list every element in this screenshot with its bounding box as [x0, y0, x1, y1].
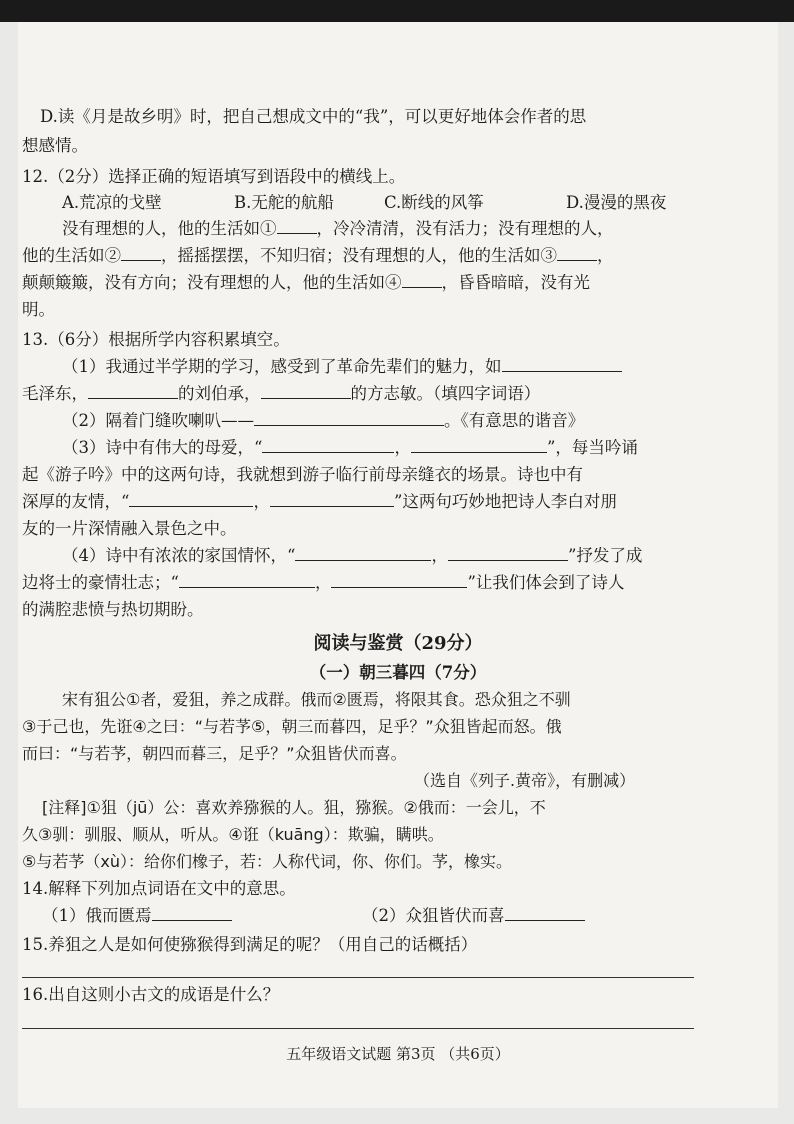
q14-item-a: （1）俄而匮焉	[42, 905, 232, 927]
q12-option-d: D.漫漫的黑夜	[566, 193, 667, 212]
q12-paragraph-line4: 明。	[22, 300, 55, 319]
q13-blank-4[interactable]	[254, 410, 444, 426]
annotation-line1: [注释]①狙（jū）公：喜欢养猕猴的人。狙，猕猴。②俄而：一会儿，不	[42, 798, 546, 817]
q13-item1-line1: （1）我通过半学期的学习，感受到了革命先辈们的魅力，如	[62, 356, 622, 378]
reading-section-title: 阅读与鉴赏（29分）	[313, 633, 483, 654]
q13-blank-5[interactable]	[262, 437, 394, 453]
page-footer: 五年级语文试题 第3页 （共6页）	[286, 1045, 510, 1063]
q14-blank-a[interactable]	[152, 905, 232, 921]
q14-stem: 14.解释下列加点词语在文中的意思。	[22, 879, 296, 898]
q13-item4-line2: 边将士的豪情壮志；“ ， ”让我们体会到了诗人	[22, 573, 625, 592]
ancient-text-line2: ③于己也，先诳④之曰：“与若芧⑤，朝三而暮四，足乎？”众狙皆起而怒。俄	[22, 717, 562, 736]
q13-blank-9[interactable]	[295, 545, 431, 561]
ancient-text-line3: 而曰：“与若芧，朝四而暮三，足乎？”众狙皆伏而喜。	[22, 744, 407, 763]
q13-item3-line4: 友的一片深情融入景色之中。	[22, 519, 237, 538]
ancient-text-source: （选自《列子.黄帝》，有删减）	[414, 771, 636, 790]
q13-blank-10[interactable]	[448, 545, 568, 561]
q13-blank-7[interactable]	[129, 491, 253, 507]
q13-blank-6[interactable]	[411, 437, 547, 453]
q13-blank-1[interactable]	[502, 356, 622, 372]
q12-option-c: C.断线的风筝	[384, 193, 484, 212]
q12-option-a: A.荒凉的戈壁	[62, 193, 162, 212]
q12-blank-4[interactable]	[402, 272, 442, 288]
annotation-line3: ⑤与若芧（xù）：给你们橡子，若：人称代词，你、你们。芧，橡实。	[22, 852, 512, 871]
q13-item3-line3: 深厚的友情，“ ， ”这两句巧妙地把诗人李白对朋	[22, 492, 617, 511]
ancient-text-line1: 宋有狙公①者，爱狙，养之成群。俄而②匮焉，将限其食。恐众狙之不驯	[62, 690, 571, 709]
q14-blank-b[interactable]	[505, 905, 585, 921]
exam-page	[18, 22, 778, 1108]
q12-paragraph-line3: 颠颠簸簸，没有方向；没有理想的人，他的生活如④ ，昏昏暗暗，没有光	[22, 273, 590, 292]
q13-item4-line1: （4）诗中有浓浓的家国情怀，“ ， ”抒发了成	[62, 546, 643, 565]
q14-item-b: （2）众狙皆伏而喜	[362, 905, 585, 927]
q11-option-d-line1: D.读《月是故乡明》时，把自己想成文中的“我”，可以更好地体会作者的思	[40, 107, 587, 126]
q16-answer-line[interactable]	[22, 1028, 694, 1029]
q15-stem: 15.养狙之人是如何使猕猴得到满足的呢？（用自己的话概括）	[22, 935, 478, 954]
q13-blank-2[interactable]	[88, 383, 178, 399]
q12-blank-2[interactable]	[121, 245, 161, 261]
q12-blank-3[interactable]	[557, 245, 597, 261]
q13-item3-line1: （3）诗中有伟大的母爱，“ ， ”，每当吟诵	[62, 438, 638, 457]
q13-item1-line2: 毛泽东， 的刘伯承， 的方志敏。（填四字词语）	[22, 384, 541, 403]
q13-stem: 13.（6分）根据所学内容积累填空。	[22, 330, 290, 349]
q13-blank-3[interactable]	[261, 383, 351, 399]
reading-part1-title: （一）朝三暮四（7分）	[309, 663, 487, 682]
q13-blank-12[interactable]	[331, 572, 467, 588]
q11-option-d-line2: 想感情。	[22, 136, 88, 155]
q12-stem: 12.（2分）选择正确的短语填写到语段中的横线上。	[22, 167, 406, 186]
scan-top-edge	[0, 0, 794, 22]
q16-stem: 16.出自这则小古文的成语是什么？	[22, 985, 280, 1004]
annotation-line2: 久③驯：驯服、顺从，听从。④诳（kuāng）：欺骗，瞒哄。	[22, 825, 444, 844]
q12-paragraph-line2: 他的生活如② ，摇摇摆摆，不知归宿；没有理想的人，他的生活如③ ，	[22, 246, 614, 265]
q13-blank-11[interactable]	[179, 572, 315, 588]
q15-answer-line[interactable]	[22, 977, 694, 978]
q13-blank-8[interactable]	[270, 491, 394, 507]
q12-option-b: B.无舵的航船	[234, 193, 334, 212]
q13-item3-line2: 起《游子吟》中的这两句诗，我就想到游子临行前母亲缝衣的场景。诗也中有	[22, 465, 583, 484]
q12-paragraph-line1: 没有理想的人，他的生活如① ，冷冷清清，没有活力；没有理想的人，	[62, 219, 614, 238]
q13-item4-line3: 的满腔悲愤与热切期盼。	[22, 600, 204, 619]
q12-blank-1[interactable]	[277, 218, 317, 234]
q13-item2: （2）隔着门缝吹喇叭—— 。《有意思的谐音》	[62, 411, 585, 430]
